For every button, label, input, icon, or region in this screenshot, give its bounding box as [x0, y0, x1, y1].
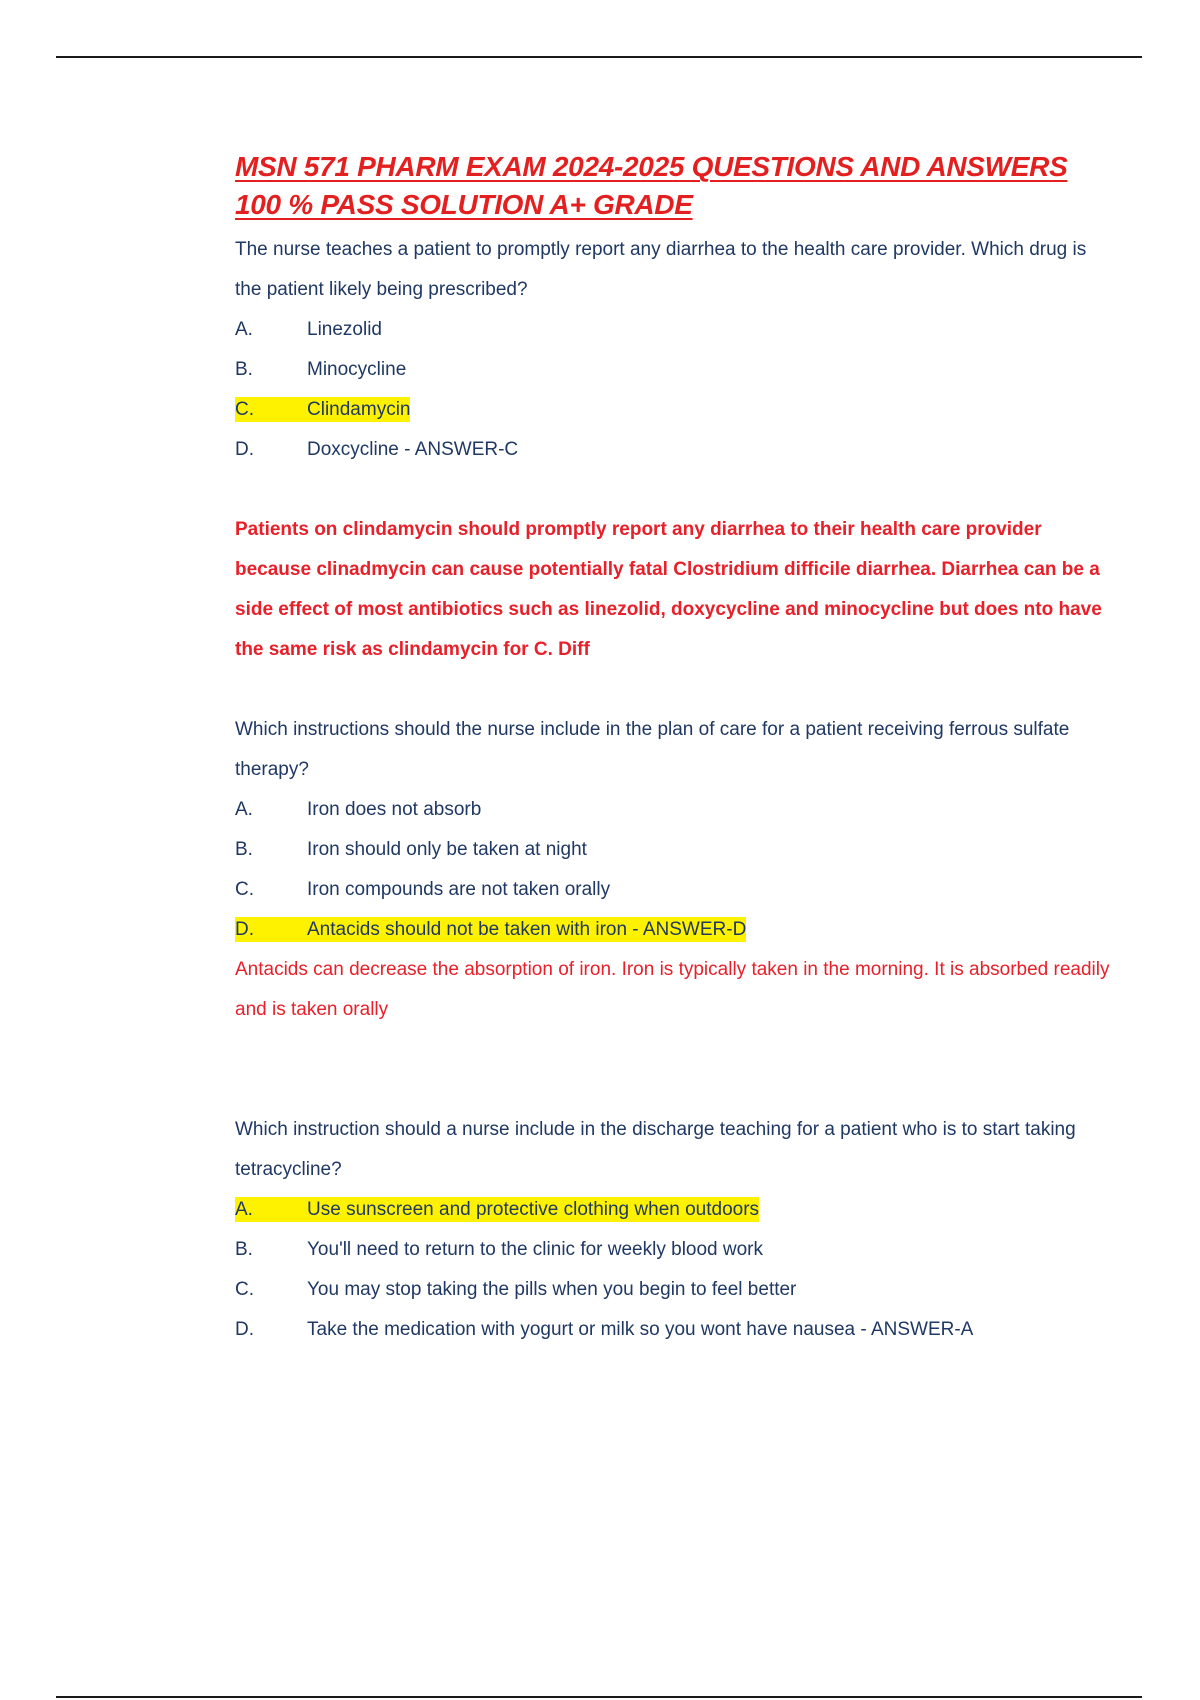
option-b [235, 1230, 1115, 1270]
option-letter: D. [235, 439, 254, 460]
option-a [235, 790, 1115, 830]
option-letter: A. [235, 319, 253, 340]
bottom-page-rule [56, 1696, 1142, 1698]
option-b [235, 830, 1115, 870]
option-c-correct [235, 390, 1115, 430]
option-letter: C. [235, 879, 254, 900]
question-prompt: Which instruction should a nurse include in the discharge teaching for a patient who is to start taking tetracycline? [235, 1119, 1076, 1180]
option-a [235, 310, 1115, 350]
document-title [235, 148, 1115, 224]
option-list [235, 790, 1115, 950]
answer-explanation: Antacids can decrease the absorption of iron. Iron is typically taken in the morning. It is absorbed readily and is taken orally [235, 959, 1110, 1020]
answer-explanation: Patients on clindamycin should promptly report any diarrhea to their health care provider because clinadmycin can cause potentially fatal Clostridium difficile diarrhea. Diarrhea can be a side effect of most antibiotics such as linezolid, doxycycline and minocycline but does nto have the same risk as clindamycin for C. Diff [235, 519, 1102, 660]
title-line-2: 100 % PASS SOLUTION A+ GRADE [235, 189, 693, 220]
option-letter: A. [235, 799, 253, 820]
option-text: Doxcycline - ANSWER-C [307, 439, 519, 460]
option-text: You may stop taking the pills when you begin to feel better [307, 1279, 797, 1300]
title-line-1: MSN 571 PHARM EXAM 2024-2025 QUESTIONS AND ANSWERS [235, 151, 1068, 182]
option-text: You'll need to return to the clinic for weekly blood work [307, 1239, 764, 1260]
option-letter: B. [235, 839, 253, 860]
option-text: Iron does not absorb [307, 799, 482, 820]
option-b [235, 350, 1115, 390]
option-letter: C. [235, 399, 254, 420]
option-text: Antacids should not be taken with iron - ANSWER-D [307, 919, 747, 940]
top-page-rule [56, 56, 1142, 58]
option-c [235, 1270, 1115, 1310]
option-letter: D. [235, 919, 254, 940]
option-letter: B. [235, 359, 253, 380]
answer-highlight [235, 397, 410, 422]
option-d [235, 430, 1115, 470]
option-letter: C. [235, 1279, 254, 1300]
question-1 [235, 230, 1115, 670]
option-text: Clindamycin [307, 399, 411, 420]
question-3 [235, 1110, 1115, 1350]
answer-highlight [235, 917, 746, 942]
option-text: Take the medication with yogurt or milk so you wont have nausea - ANSWER-A [307, 1319, 974, 1340]
option-text: Use sunscreen and protective clothing when outdoors [307, 1199, 760, 1220]
question-prompt: The nurse teaches a patient to promptly report any diarrhea to the health care provider. Which drug is the patient likely being prescribed? [235, 239, 1087, 300]
option-letter: A. [235, 1199, 253, 1220]
answer-highlight [235, 1197, 759, 1222]
option-text: Linezolid [307, 319, 382, 340]
option-c [235, 870, 1115, 910]
option-letter: B. [235, 1239, 253, 1260]
option-text: Minocycline [307, 359, 407, 380]
option-a-correct [235, 1190, 1115, 1230]
option-letter: D. [235, 1319, 254, 1340]
question-prompt: Which instructions should the nurse include in the plan of care for a patient receiving ferrous sulfate therapy? [235, 719, 1070, 780]
option-list [235, 1190, 1115, 1350]
option-text: Iron compounds are not taken orally [307, 879, 611, 900]
option-d [235, 1310, 1115, 1350]
document-body [235, 148, 1115, 1350]
question-2 [235, 710, 1115, 1030]
option-list [235, 310, 1115, 470]
option-d-correct [235, 910, 1115, 950]
option-text: Iron should only be taken at night [307, 839, 587, 860]
